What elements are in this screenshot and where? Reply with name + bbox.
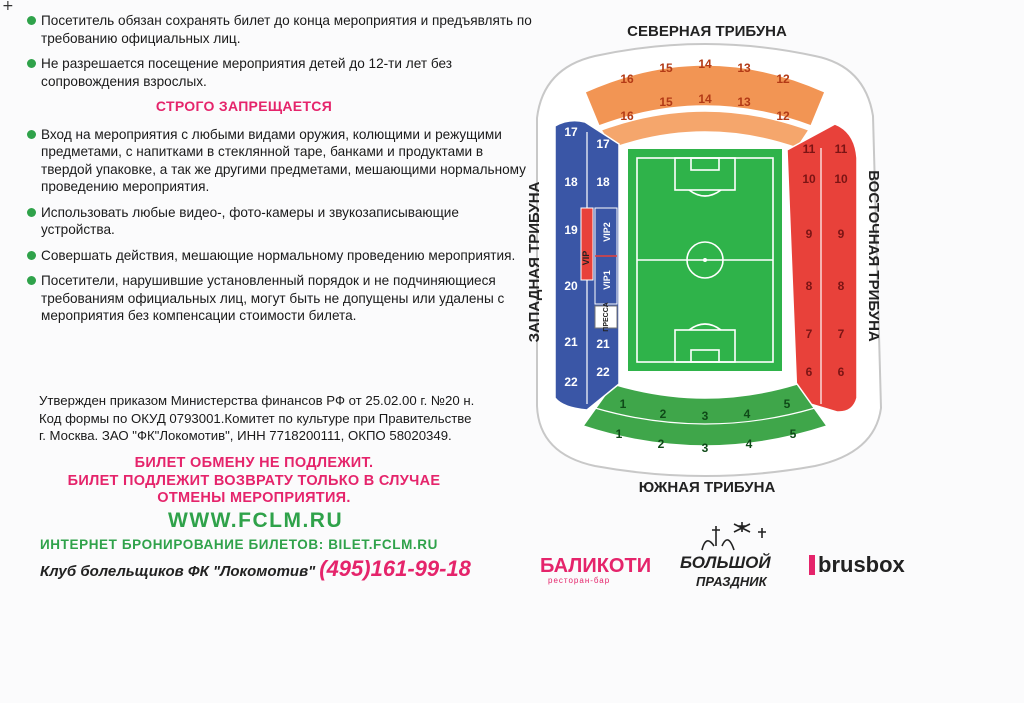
rule-text: Использовать любые видео-, фото-камеры и звукозаписывающие устройства. [41,204,459,237]
section-label: 20 [564,279,578,293]
brusbox-wordmark: brusbox [818,552,905,577]
prazdnik-word-1: БОЛЬШОЙ [680,553,771,572]
section-label: 13 [737,95,751,109]
section-label: 1 [619,397,627,411]
rule-item [24,204,534,239]
rule-item [24,126,534,196]
club-phone: (495)161-99-18 [319,556,471,581]
section-label: 10 [834,172,848,186]
rule-item [24,55,534,90]
section-label: 3 [701,409,709,423]
section-label: 12 [776,109,790,123]
forbidden-heading: СТРОГО ЗАПРЕЩАЕТСЯ [155,98,333,114]
vip-label: VIP [581,250,591,266]
bullet-icon [27,59,36,68]
rule-text: Посетители, нарушившие установленный порядок и не подчиняющиеся требованиям официальных лиц, могут быть не допущены или удалены с мероприятия без компенсации стоимости билета. [41,273,505,323]
notice-line: БИЛЕТ ПОДЛЕЖИТ ВОЗВРАТУ ТОЛЬКО В СЛУЧАЕ [67,472,441,489]
section-label: 6 [837,365,845,379]
section-label: 8 [805,279,813,293]
section-label: 21 [564,335,578,349]
west-stand-label: ЗАПАДНАЯ ТРИБУНА [526,181,543,343]
stadium-map [515,8,910,500]
approval-line: Утвержден приказом Министерства финансов РФ от 25.02.00 г. №20 н. [39,393,475,408]
section-label: 1 [615,427,623,441]
return-notice [44,455,464,508]
section-label: 16 [620,109,634,123]
section-label: 2 [659,407,667,421]
club-label: Клуб болельщиков ФК "Локомотив" [40,563,316,580]
section-label: 8 [837,279,845,293]
section-label: 11 [802,142,816,156]
vip2-label: VIP2 [602,222,612,242]
rule-text: Вход на мероприятия с любыми видами оружия, колющими и режущими предметами, с напитками в стеклянной таре, банками и продуктами в твердой упаковке, а так же другими предметами, мешающими нормальному проведению мероприятия. [41,126,526,194]
section-label: 11 [834,142,848,156]
rule-text: Не разрешается посещение мероприятия детей до 12-ти лет без сопровождения взрослых. [41,56,452,89]
section-label: 22 [596,365,610,379]
section-label: 18 [596,175,610,189]
balikoti-logo [540,548,668,586]
south-stand-label: ЮЖНАЯ ТРИБУНА [638,479,776,496]
brusbox-mark [809,555,815,575]
website-link[interactable]: WWW.FCLM.RU [168,509,344,532]
approval-line: Код формы по ОКУД 0793001.Комитет по культуре при Правительстве [39,410,472,426]
section-label: 5 [789,427,797,441]
section-label: 2 [657,437,665,451]
section-label: 12 [776,72,790,86]
approval-text [39,392,539,445]
press-label: ПРЕССА [603,302,610,332]
section-label: 6 [805,365,813,379]
booking-link[interactable]: ИНТЕРНЕТ БРОНИРОВАНИЕ БИЛЕТОВ: BILET.FCLM.RU [40,537,438,552]
notice-line: ОТМЕНЫ МЕРОПРИЯТИЯ. [157,490,351,506]
prazdnik-word-2: ПРАЗДНИК [696,574,767,589]
rule-text: Совершать действия, мешающие нормальному проведению мероприятия. [41,247,516,263]
section-label: 7 [837,327,845,341]
section-label: 18 [564,175,578,189]
bullet-icon [27,276,36,285]
bullet-icon [27,208,36,217]
section-label: 4 [745,437,753,451]
rule-item [24,247,534,265]
section-label: 17 [564,125,578,139]
section-label: 3 [701,441,709,455]
section-label: 9 [805,227,813,241]
section-label: 15 [659,95,673,109]
rule-item [24,12,534,47]
section-label: 7 [805,327,813,341]
section-label: 17 [596,137,610,151]
section-label: 16 [620,72,634,86]
section-label: 14 [698,92,712,106]
prazdnik-logo [676,516,798,592]
bullet-icon [27,130,36,139]
section-label: 10 [802,172,816,186]
rule-item [24,272,534,325]
section-label: 5 [783,397,791,411]
vip-box [581,208,593,280]
balikoti-wordmark: БАЛИКОТИ [540,555,652,577]
section-label: 15 [659,61,673,75]
section-label: 4 [743,407,751,421]
section-label: 14 [698,57,712,71]
east-stand-label: ВОСТОЧНАЯ ТРИБУНА [865,170,882,342]
north-stand-label: СЕВЕРНАЯ ТРИБУНА [627,23,787,40]
section-label: 22 [564,375,578,389]
section-label: 13 [737,61,751,75]
east-stand [787,124,857,412]
rule-text: Посетитель обязан сохранять билет до конца мероприятия и предъявлять по требованию официальных лиц. [41,13,532,46]
balikoti-subtitle: ресторан-бар [548,576,611,585]
section-label: 19 [564,223,578,237]
crop-mark: + [2,0,14,14]
notice-line: БИЛЕТ ОБМЕНУ НЕ ПОДЛЕЖИТ. [134,455,374,471]
bullet-icon [27,16,36,25]
section-label: 21 [596,337,610,351]
rules-block [24,12,534,333]
brusbox-logo [808,550,928,580]
section-label: 9 [837,227,845,241]
bullet-icon [27,251,36,260]
vip1-label: VIP1 [602,270,612,290]
approval-line: г. Москва. ЗАО "ФК"Локомотив", ИНН 7718200111, ОКПО 58020349. [39,428,452,443]
club-contact [40,556,520,582]
